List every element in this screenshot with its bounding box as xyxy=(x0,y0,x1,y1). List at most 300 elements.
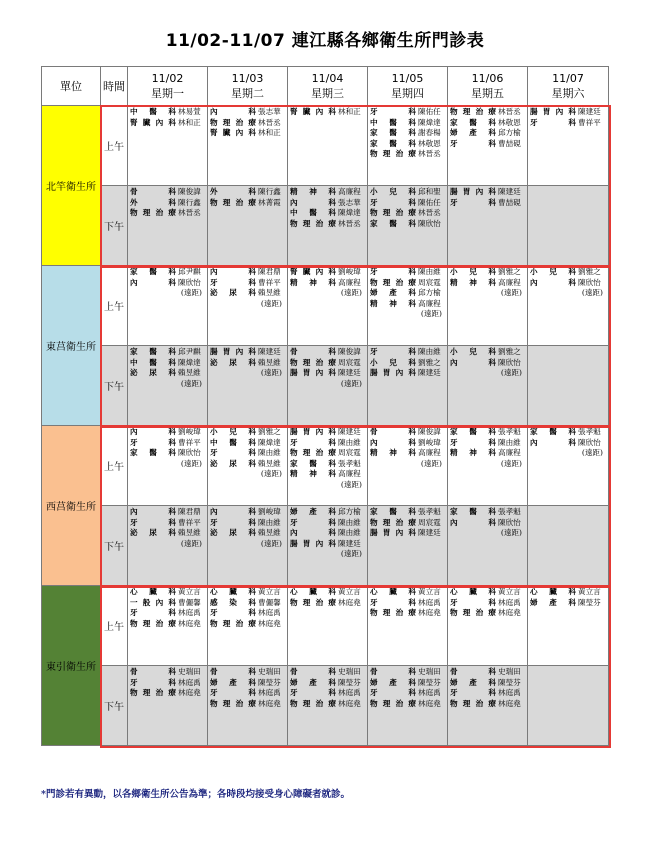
remote-note xyxy=(210,539,286,550)
doctor-name: 林庭堯 xyxy=(258,618,281,628)
schedule-cell xyxy=(288,266,368,346)
schedule-cell xyxy=(528,506,609,586)
clinic-entry xyxy=(210,347,286,358)
footnote: *門診若有異動，以各鄉衛生所公告為準；各時段均接受身心障礙者就診。 xyxy=(41,789,350,800)
clinic-entry xyxy=(370,347,446,358)
schedule-row-am xyxy=(42,266,609,346)
schedule-cell xyxy=(128,106,208,186)
doctor-name: 高廉程 xyxy=(418,298,441,308)
clinic-entry xyxy=(530,427,607,438)
doctor-name: 劉雅之 xyxy=(498,347,521,356)
clinic-entry xyxy=(210,459,286,470)
doctor-name: 陳瑩芬 xyxy=(498,677,521,687)
clinic-entry xyxy=(370,208,446,219)
clinic-entry xyxy=(210,448,286,459)
doctor-name: 林和正 xyxy=(178,117,201,127)
doctor-name: 邱和聖 xyxy=(418,187,441,196)
department: 內 科 xyxy=(210,267,256,276)
clinic-entry xyxy=(210,107,286,118)
clinic-entry xyxy=(130,667,206,678)
clinic-entry xyxy=(450,587,526,598)
clinic-entry xyxy=(210,518,286,529)
department: 小 兒 科 xyxy=(370,187,416,196)
doctor-name: 曹祥平 xyxy=(178,437,201,447)
department: 內 科 xyxy=(130,507,176,516)
department: 腸胃內科 xyxy=(370,528,416,538)
department: 婦 產 科 xyxy=(370,288,416,298)
doctor-name: 林庭堯 xyxy=(498,608,521,618)
clinic-entry xyxy=(210,619,286,630)
doctor-name: 邱方榆 xyxy=(498,128,521,138)
remote-note xyxy=(290,379,366,390)
doctor-name: 陳欣怡 xyxy=(498,517,521,527)
clinic-entry xyxy=(450,267,526,278)
clinic-entry xyxy=(210,699,286,710)
department: 牙 科 xyxy=(210,277,256,287)
department: 骨 科 xyxy=(450,667,496,676)
schedule-cell xyxy=(288,186,368,266)
department: 牙 科 xyxy=(370,688,416,698)
day-date: 11/07 xyxy=(552,72,584,85)
doctor-name: 陳欣怡 xyxy=(178,448,201,458)
day-header xyxy=(448,67,528,106)
department: 家 醫 科 xyxy=(450,117,496,127)
doctor-name: 曹祥平 xyxy=(258,277,281,287)
doctor-name: 賴昱維 xyxy=(178,528,201,538)
clinic-entry xyxy=(450,507,526,518)
schedule-cell xyxy=(448,346,528,426)
doctor-name: 劉峻瑋 xyxy=(178,427,201,436)
department: 牙 科 xyxy=(450,597,496,607)
remote-label: (遠距) xyxy=(180,458,202,468)
department: 精 神 科 xyxy=(370,298,416,308)
remote-label: (遠距) xyxy=(420,458,442,468)
remote-note xyxy=(130,288,206,299)
doctor-name: 林易萱 xyxy=(178,107,201,116)
schedule-cell xyxy=(448,266,528,346)
clinic-entry xyxy=(290,267,366,278)
doctor-name: 黃立言 xyxy=(178,587,201,596)
clinic-entry xyxy=(370,187,446,198)
clinic-entry xyxy=(450,438,526,449)
department: 牙 科 xyxy=(130,437,176,447)
department: 婦 產 科 xyxy=(450,677,496,687)
remote-note xyxy=(450,368,526,379)
schedule-cell xyxy=(448,426,528,506)
doctor-name: 張孝魁 xyxy=(498,427,521,436)
remote-note xyxy=(450,459,526,470)
schedule-cell xyxy=(368,586,448,666)
schedule-cell xyxy=(528,586,609,666)
department: 泌 尿 科 xyxy=(210,288,256,298)
clinic-entry xyxy=(290,438,366,449)
clinic-entry xyxy=(210,187,286,198)
doctor-name: 謝春楊 xyxy=(418,128,441,138)
department: 婦 產 科 xyxy=(290,507,336,516)
doctor-name: 張孝魁 xyxy=(338,458,361,468)
clinic-entry xyxy=(210,608,286,619)
doctor-name: 陳君鼎 xyxy=(178,507,201,516)
clinic-entry xyxy=(370,267,446,278)
clinic-entry xyxy=(210,267,286,278)
day-weekday: 星期四 xyxy=(391,87,424,100)
clinic-entry xyxy=(370,278,446,289)
clinic-entry xyxy=(530,598,607,609)
clinic-entry xyxy=(370,107,446,118)
schedule-cell xyxy=(368,106,448,186)
schedule-cell xyxy=(448,666,528,746)
clinic-entry xyxy=(130,518,206,529)
doctor-name: 林庭禹 xyxy=(498,688,521,698)
doctor-name: 陳由維 xyxy=(338,528,361,538)
schedule-cell xyxy=(208,106,288,186)
doctor-name: 林和正 xyxy=(258,128,281,138)
department: 中 醫 科 xyxy=(130,107,176,116)
remote-label: (遠距) xyxy=(340,479,362,489)
remote-label: (遠距) xyxy=(340,378,362,388)
remote-label: (遠距) xyxy=(340,288,362,298)
department: 中 醫 科 xyxy=(370,117,416,127)
department: 一般內科 xyxy=(130,597,176,607)
department: 物理治療 xyxy=(210,117,256,127)
schedule-cell xyxy=(448,586,528,666)
clinic-entry xyxy=(210,427,286,438)
schedule-cell xyxy=(368,506,448,586)
doctor-name: 陳建廷 xyxy=(338,538,361,548)
doctor-name: 陳俊諱 xyxy=(418,427,441,436)
clinic-entry xyxy=(370,528,446,539)
doctor-name: 陳瑩芬 xyxy=(338,677,361,687)
clinic-schedule-table xyxy=(41,66,609,746)
schedule-cell xyxy=(368,666,448,746)
doctor-name: 張志華 xyxy=(258,107,281,116)
schedule-row-pm xyxy=(42,346,609,426)
clinic-entry xyxy=(130,347,206,358)
doctor-name: 林庭堯 xyxy=(338,698,361,708)
doctor-name: 林庭禹 xyxy=(338,688,361,698)
clinic-entry xyxy=(450,278,526,289)
doctor-name: 陳瑩芬 xyxy=(418,677,441,687)
remote-note xyxy=(290,288,366,299)
doctor-name: 陳瑩芬 xyxy=(258,677,281,687)
doctor-name: 陳由維 xyxy=(418,347,441,356)
clinic-entry xyxy=(370,587,446,598)
clinic-entry xyxy=(370,288,446,299)
clinic-entry xyxy=(450,187,526,198)
schedule-cell xyxy=(288,346,368,426)
department: 物理治療 xyxy=(370,277,416,287)
doctor-name: 林庭堯 xyxy=(498,698,521,708)
department: 家 醫 科 xyxy=(450,427,496,436)
day-weekday: 星期二 xyxy=(231,87,264,100)
clinic-entry xyxy=(450,427,526,438)
department: 家 醫 科 xyxy=(370,138,416,148)
department: 內 科 xyxy=(210,107,256,116)
doctor-name: 劉雅之 xyxy=(578,267,601,276)
doctor-name: 周宸霆 xyxy=(338,357,361,367)
department: 腸胃內科 xyxy=(290,427,336,436)
department: 家 醫 科 xyxy=(530,427,576,436)
department: 牙 科 xyxy=(210,608,256,618)
doctor-name: 劉雅之 xyxy=(498,267,521,276)
schedule-cell xyxy=(288,426,368,506)
clinic-entry xyxy=(130,598,206,609)
clinic-entry xyxy=(130,507,206,518)
clinic-entry xyxy=(290,208,366,219)
remote-note xyxy=(130,459,206,470)
clinic-entry xyxy=(210,678,286,689)
clinic-entry xyxy=(450,518,526,529)
doctor-name: 周宸霆 xyxy=(418,277,441,287)
doctor-name: 陳君鼎 xyxy=(258,267,281,276)
remote-note xyxy=(370,309,446,320)
remote-label: (遠距) xyxy=(180,288,202,298)
department: 家 醫 科 xyxy=(370,218,416,228)
clinic-entry xyxy=(210,288,286,299)
doctor-name: 高廉程 xyxy=(498,277,521,287)
department: 精 神 科 xyxy=(370,448,416,458)
doctor-name: 高廉程 xyxy=(498,448,521,458)
clinic-entry xyxy=(370,518,446,529)
doctor-name: 林庭禹 xyxy=(178,677,201,687)
schedule-row-pm xyxy=(42,666,609,746)
department: 腎臟內科 xyxy=(290,267,336,276)
day-header xyxy=(368,67,448,106)
day-weekday: 星期五 xyxy=(471,87,504,100)
doctor-name: 黃立言 xyxy=(338,587,361,596)
clinic-entry xyxy=(370,448,446,459)
doctor-name: 曹喆硯 xyxy=(498,138,521,148)
doctor-name: 周宸霆 xyxy=(338,448,361,458)
doctor-name: 林庭禹 xyxy=(258,688,281,698)
doctor-name: 陳由維 xyxy=(418,267,441,276)
schedule-cell xyxy=(128,186,208,266)
doctor-name: 林晉丞 xyxy=(258,117,281,127)
remote-note xyxy=(130,539,206,550)
doctor-name: 林庭堯 xyxy=(418,608,441,618)
period-label: 下午 xyxy=(101,346,128,426)
doctor-name: 賴昱維 xyxy=(258,357,281,367)
schedule-row-pm xyxy=(42,186,609,266)
doctor-name: 陳由維 xyxy=(258,448,281,458)
department: 物理治療 xyxy=(370,698,416,708)
clinic-entry xyxy=(370,598,446,609)
department: 婦 產 科 xyxy=(210,677,256,687)
clinic-entry xyxy=(450,699,526,710)
department: 物理治療 xyxy=(370,149,416,159)
clinic-entry xyxy=(450,448,526,459)
clinic-entry xyxy=(450,688,526,699)
clinic-entry xyxy=(290,368,366,379)
department: 物理治療 xyxy=(450,608,496,618)
doctor-name: 曹祥平 xyxy=(178,517,201,527)
clinic-entry xyxy=(370,507,446,518)
doctor-name: 高廉程 xyxy=(338,187,361,196)
clinic-entry xyxy=(210,128,286,139)
clinic-entry xyxy=(210,507,286,518)
department: 骨 科 xyxy=(290,667,336,676)
department: 婦 產 科 xyxy=(530,597,576,607)
department: 心 臟 科 xyxy=(290,587,336,596)
doctor-name: 曹祥平 xyxy=(578,117,601,127)
clinic-entry xyxy=(450,667,526,678)
clinic-entry xyxy=(290,688,366,699)
period-label: 上午 xyxy=(101,106,128,186)
schedule-cell xyxy=(208,506,288,586)
department: 精 神 科 xyxy=(290,187,336,196)
day-weekday: 星期六 xyxy=(551,87,585,100)
department: 牙 科 xyxy=(290,688,336,698)
schedule-cell xyxy=(208,186,288,266)
schedule-cell xyxy=(368,266,448,346)
doctor-name: 賴昱維 xyxy=(258,528,281,538)
clinic-entry xyxy=(370,149,446,160)
department: 家 醫 科 xyxy=(130,448,176,458)
clinic-entry xyxy=(210,278,286,289)
doctor-name: 劉峻瑋 xyxy=(418,437,441,447)
doctor-name: 高廉程 xyxy=(338,277,361,287)
clinic-entry xyxy=(290,518,366,529)
day-header xyxy=(208,67,288,106)
remote-label: (遠距) xyxy=(500,368,522,378)
department: 小 兒 科 xyxy=(370,357,416,367)
doctor-name: 陳煒達 xyxy=(178,357,201,367)
department: 牙 科 xyxy=(370,347,416,356)
clinic-entry xyxy=(450,598,526,609)
department: 牙 科 xyxy=(290,437,336,447)
department: 精 神 科 xyxy=(450,277,496,287)
clinic-entry xyxy=(290,587,366,598)
clinic-entry xyxy=(290,219,366,230)
unit-name: 東莒衛生所 xyxy=(42,266,101,426)
department: 腸胃內科 xyxy=(290,368,336,378)
clinic-entry xyxy=(290,528,366,539)
department: 心 臟 科 xyxy=(450,587,496,596)
doctor-name: 陳由維 xyxy=(258,517,281,527)
department: 骨 科 xyxy=(370,427,416,436)
doctor-name: 黃立言 xyxy=(578,587,601,596)
department: 物理治療 xyxy=(370,208,416,218)
remote-label: (遠距) xyxy=(180,538,202,548)
doctor-name: 史瑞田 xyxy=(498,667,521,676)
clinic-entry xyxy=(530,278,607,289)
doctor-name: 曹儷馨 xyxy=(258,597,281,607)
doctor-name: 陳佑任 xyxy=(418,197,441,207)
doctor-name: 陳行鑫 xyxy=(258,187,281,196)
clinic-entry xyxy=(210,528,286,539)
doctor-name: 陳煒達 xyxy=(418,117,441,127)
clinic-entry xyxy=(210,667,286,678)
clinic-entry xyxy=(130,528,206,539)
department: 牙 科 xyxy=(370,267,416,276)
doctor-name: 曹儷馨 xyxy=(178,597,201,607)
doctor-name: 林敬恩 xyxy=(418,138,441,148)
department: 物理治療 xyxy=(370,517,416,527)
department: 物理治療 xyxy=(290,698,336,708)
department: 中 醫 科 xyxy=(210,437,256,447)
department: 腸胃內科 xyxy=(530,107,576,116)
clinic-entry xyxy=(290,278,366,289)
remote-label: (遠距) xyxy=(260,368,282,378)
clinic-entry xyxy=(130,688,206,699)
clinic-entry xyxy=(370,358,446,369)
schedule-cell xyxy=(128,506,208,586)
day-header xyxy=(288,67,368,106)
remote-note xyxy=(290,549,366,560)
department: 感 染 科 xyxy=(210,597,256,607)
schedule-cell xyxy=(368,426,448,506)
department: 物理治療 xyxy=(130,618,176,628)
clinic-entry xyxy=(450,198,526,209)
clinic-entry xyxy=(450,347,526,358)
department: 骨 科 xyxy=(370,667,416,676)
schedule-row-am xyxy=(42,586,609,666)
department: 泌 尿 科 xyxy=(210,458,256,468)
doctor-name: 史瑞田 xyxy=(418,667,441,676)
clinic-entry xyxy=(290,667,366,678)
doctor-name: 林庭禹 xyxy=(498,597,521,607)
remote-note xyxy=(290,480,366,491)
department: 骨 科 xyxy=(130,187,176,196)
period-label: 下午 xyxy=(101,186,128,266)
schedule-row-am xyxy=(42,106,609,186)
department: 心 臟 科 xyxy=(530,587,576,596)
department: 婦 產 科 xyxy=(370,677,416,687)
doctor-name: 陳煒達 xyxy=(258,437,281,447)
remote-label: (遠距) xyxy=(260,538,282,548)
department: 牙 科 xyxy=(530,117,576,127)
department: 物理治療 xyxy=(290,448,336,458)
clinic-entry xyxy=(130,267,206,278)
doctor-name: 張孝魁 xyxy=(418,507,441,516)
doctor-name: 邱方榆 xyxy=(338,507,361,516)
period-label: 上午 xyxy=(101,586,128,666)
clinic-entry xyxy=(370,219,446,230)
clinic-entry xyxy=(290,107,366,118)
doctor-name: 曹喆硯 xyxy=(498,197,521,207)
department: 家 醫 科 xyxy=(450,507,496,516)
doctor-name: 陳俊諱 xyxy=(178,187,201,196)
doctor-name: 賴昱維 xyxy=(258,458,281,468)
doctor-name: 劉峻瑋 xyxy=(338,267,361,276)
remote-note xyxy=(530,448,607,459)
schedule-cell xyxy=(448,106,528,186)
schedule-cell xyxy=(528,346,609,426)
department: 牙 科 xyxy=(210,448,256,458)
remote-label: (遠距) xyxy=(340,549,362,559)
remote-label: (遠距) xyxy=(180,378,202,388)
page-title: 11/02-11/07 連江縣各鄉衛生所門診表 xyxy=(165,31,485,51)
department: 牙 科 xyxy=(290,517,336,527)
remote-label: (遠距) xyxy=(500,288,522,298)
schedule-cell xyxy=(528,266,609,346)
period-label: 上午 xyxy=(101,266,128,346)
schedule-cell xyxy=(208,266,288,346)
schedule-cell xyxy=(288,586,368,666)
doctor-name: 陳欣怡 xyxy=(498,357,521,367)
department: 泌 尿 科 xyxy=(130,368,176,378)
clinic-entry xyxy=(450,608,526,619)
doctor-name: 林晉丞 xyxy=(338,218,361,228)
clinic-entry xyxy=(370,368,446,379)
schedule-cell xyxy=(288,666,368,746)
doctor-name: 林晉丞 xyxy=(418,149,441,159)
department: 精 神 科 xyxy=(290,277,336,287)
department: 牙 科 xyxy=(210,517,256,527)
remote-label: (遠距) xyxy=(260,469,282,479)
clinic-entry xyxy=(130,438,206,449)
department: 婦 產 科 xyxy=(290,677,336,687)
